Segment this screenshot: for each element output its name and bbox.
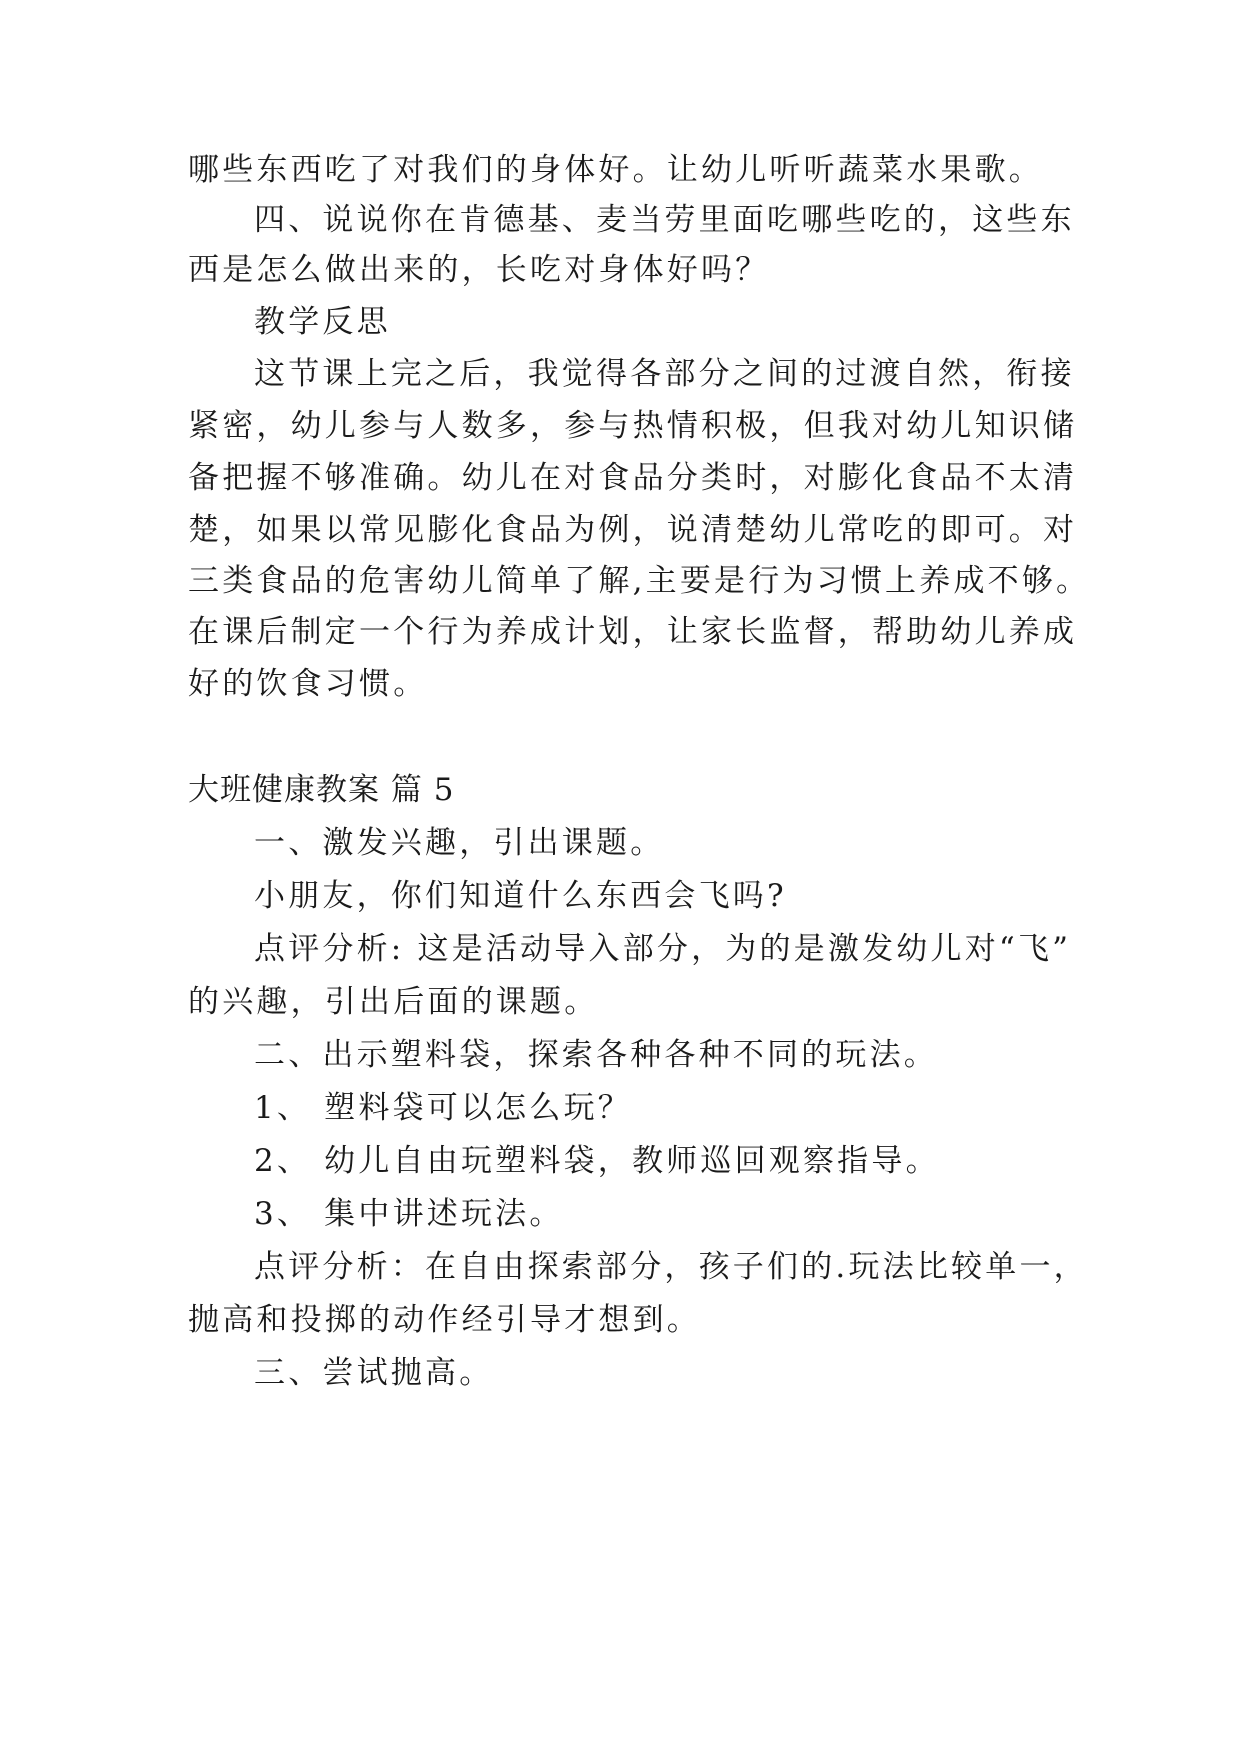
step-2: 二、出示塑料袋，探索各种各种不同的玩法。 (254, 1037, 938, 1073)
list-item-4: 四、说说你在肯德基、麦当劳里面吃哪些吃的，这些东 (254, 202, 1075, 238)
sub-item-2: 2、 幼儿自由玩塑料袋，教师巡回观察指导。 (254, 1143, 940, 1179)
step-3: 三、尝试抛高。 (254, 1355, 494, 1391)
list-item-4-continued: 西是怎么做出来的，长吃对身体好吗？ (188, 252, 770, 288)
reflection-line: 楚，如果以常见膨化食品为例，说清楚幼儿常吃的即可。对 (188, 512, 1078, 548)
paragraph-line: 哪些东西吃了对我们的身体好。让幼儿听听蔬菜水果歌。 (188, 152, 1043, 188)
reflection-line: 这节课上完之后，我觉得各部分之间的过渡自然，衔接 (254, 356, 1075, 392)
comment-2-continued: 抛高和投掷的动作经引导才想到。 (188, 1302, 701, 1338)
reflection-line: 在课后制定一个行为养成计划，让家长监督，帮助幼儿养成 (188, 614, 1078, 650)
section-title: 大班健康教案 篇 5 (188, 772, 455, 808)
comment-2: 点评分析：在自由探索部分，孩子们的.玩法比较单一， (254, 1249, 1088, 1285)
question-line: 小朋友，你们知道什么东西会飞吗? (254, 878, 787, 914)
reflection-heading: 教学反思 (254, 304, 391, 340)
reflection-line: 备把握不够准确。幼儿在对食品分类时，对膨化食品不太清 (188, 460, 1078, 496)
sub-item-1: 1、 塑料袋可以怎么玩？ (254, 1090, 632, 1126)
comment-1-continued: 的兴趣，引出后面的课题。 (188, 984, 599, 1020)
step-1: 一、激发兴趣，引出课题。 (254, 825, 665, 861)
comment-1: 点评分析: 这是活动导入部分，为的是激发幼儿对“飞” (254, 931, 1072, 967)
reflection-line: 三类食品的危害幼儿简单了解,主要是行为习惯上养成不够。 (188, 563, 1091, 599)
reflection-line: 紧密，幼儿参与人数多，参与热情积极，但我对幼儿知识储 (188, 408, 1078, 444)
sub-item-3: 3、 集中讲述玩法。 (254, 1196, 564, 1232)
reflection-line: 好的饮食习惯。 (188, 666, 428, 702)
